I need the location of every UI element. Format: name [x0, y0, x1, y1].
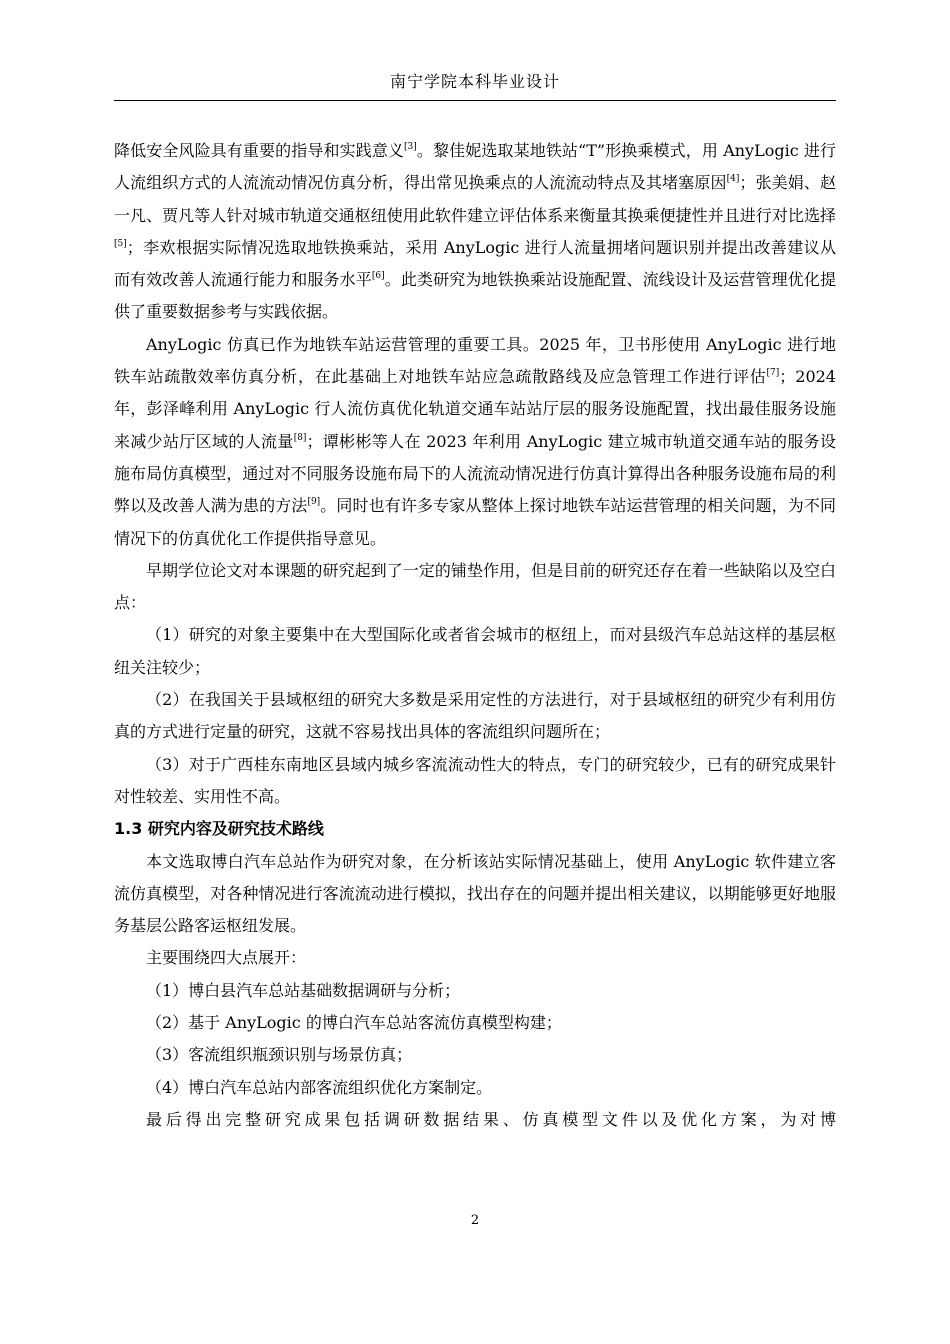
text-run: ；李欢根据实际情况选取地铁换乘站，采用 AnyLogic 进行人流量拥堵问题识别并提出改善建议从而有效改善人流通行能力和服务水平	[114, 237, 836, 290]
text-run: AnyLogic 仿真已作为地铁车站运营管理的重要工具。2025 年，卫书彤使用 AnyLogic 进行地铁车站疏散效率仿真分析，在此基础上对地铁车站应急疏散路线及应急管理工作进行评估	[114, 334, 836, 387]
document-body	[114, 135, 836, 1136]
paragraph-research-content: 本文选取博白汽车总站作为研究对象，在分析该站实际情况基础上，使用 AnyLogic 软件建立客流仿真模型，对各种情况进行客流流动进行模拟，找出存在的问题并提出相关建议，以期能够更好地服务基层公路客运枢纽发展。	[114, 851, 836, 936]
text-run: 。此类研究为地铁换乘站设施配置、流线设计及运营管理优化提供了重要数据参考与实践依据。	[114, 270, 836, 322]
text-run: ；2024 年，彭泽峰利用 AnyLogic 行人流仿真优化轨道交通车站站厅层的服务设施配置，找出最佳服务设施来减少站厅区域的人流量	[114, 367, 836, 451]
citation-ref: [4]	[726, 174, 740, 185]
citation-ref: [8]	[293, 432, 307, 443]
header-title: 南宁学院本科毕业设计	[389, 72, 560, 91]
paragraph-literature-1	[114, 135, 836, 329]
section-heading: 1.3 研究内容及研究技术路线	[114, 819, 324, 839]
list-item-gap-2: （2）在我国关于县域枢纽的研究大多数是采用定性的方法进行，对于县域枢纽的研究少有利用仿真的方式进行定量的研究，这就不容易找出具体的客流组织问题所在；	[114, 690, 836, 742]
list-item-gap-3: （3）对于广西桂东南地区县域内城乡客流流动性大的特点，专门的研究较少，已有的研究成果针对性较差、实用性不高。	[114, 754, 836, 806]
list-item-task-3: （3）客流组织瓶颈识别与场景仿真；	[146, 1045, 413, 1065]
citation-ref: [6]	[371, 271, 385, 282]
citation-ref: [3]	[404, 142, 417, 152]
text-run: 降低安全风险具有重要的指导和实践意义	[114, 141, 405, 160]
paragraph-conclusion: 最后得出完整研究成果包括调研数据结果、仿真模型文件以及优化方案，为对博	[146, 1109, 836, 1129]
text-run: ；张美娟、赵一凡、贾凡等人针对城市轨道交通枢纽使用此软件建立评估体系来衡量其换乘便捷性并且进行对比选择	[114, 173, 836, 225]
list-item-task-1: （1）博白县汽车总站基础数据调研与分析；	[146, 980, 461, 1000]
citation-ref: [5]	[114, 238, 127, 249]
citation-ref: [7]	[766, 368, 780, 379]
list-item-task-2: （2）基于 AnyLogic 的博白汽车总站客流仿真模型构建；	[146, 1013, 562, 1033]
text-run: ；谭彬彬等人在 2023 年利用 AnyLogic 建立城市轨道交通车站的服务设施布局仿真模型，通过对不同服务设施布局下的人流流动情况进行仿真计算得出各种服务设施布局的利弊以及改善人满为患的方法	[114, 431, 836, 516]
paragraph-main-points: 主要围绕四大点展开：	[146, 948, 307, 968]
page-header	[114, 68, 836, 101]
text-run: 。同时也有许多专家从整体上探讨地铁车站运营管理的相关问题，为不同情况下的仿真优化工作提供指导意见。	[114, 496, 836, 548]
list-item-gap-1: （1）研究的对象主要集中在大型国际化或者省会城市的枢纽上，而对县级汽车总站这样的基层枢纽关注较少；	[114, 625, 836, 677]
paragraph-literature-2	[114, 329, 836, 555]
paragraph-gaps-intro: 早期学位论文对本课题的研究起到了一定的铺垫作用，但是目前的研究还存在着一些缺陷以及空白点：	[114, 560, 836, 613]
text-run: 。黎佳妮选取某地铁站“T”形换乘模式，用 AnyLogic 进行人流组织方式的人流流动情况仿真分析，得出常见换乘点的人流流动特点及其堵塞原因	[114, 141, 836, 193]
citation-ref: [9]	[307, 497, 321, 508]
page-number: 2	[470, 1213, 480, 1228]
list-item-task-4: （4）博白汽车总站内部客流组织优化方案制定。	[146, 1077, 493, 1097]
